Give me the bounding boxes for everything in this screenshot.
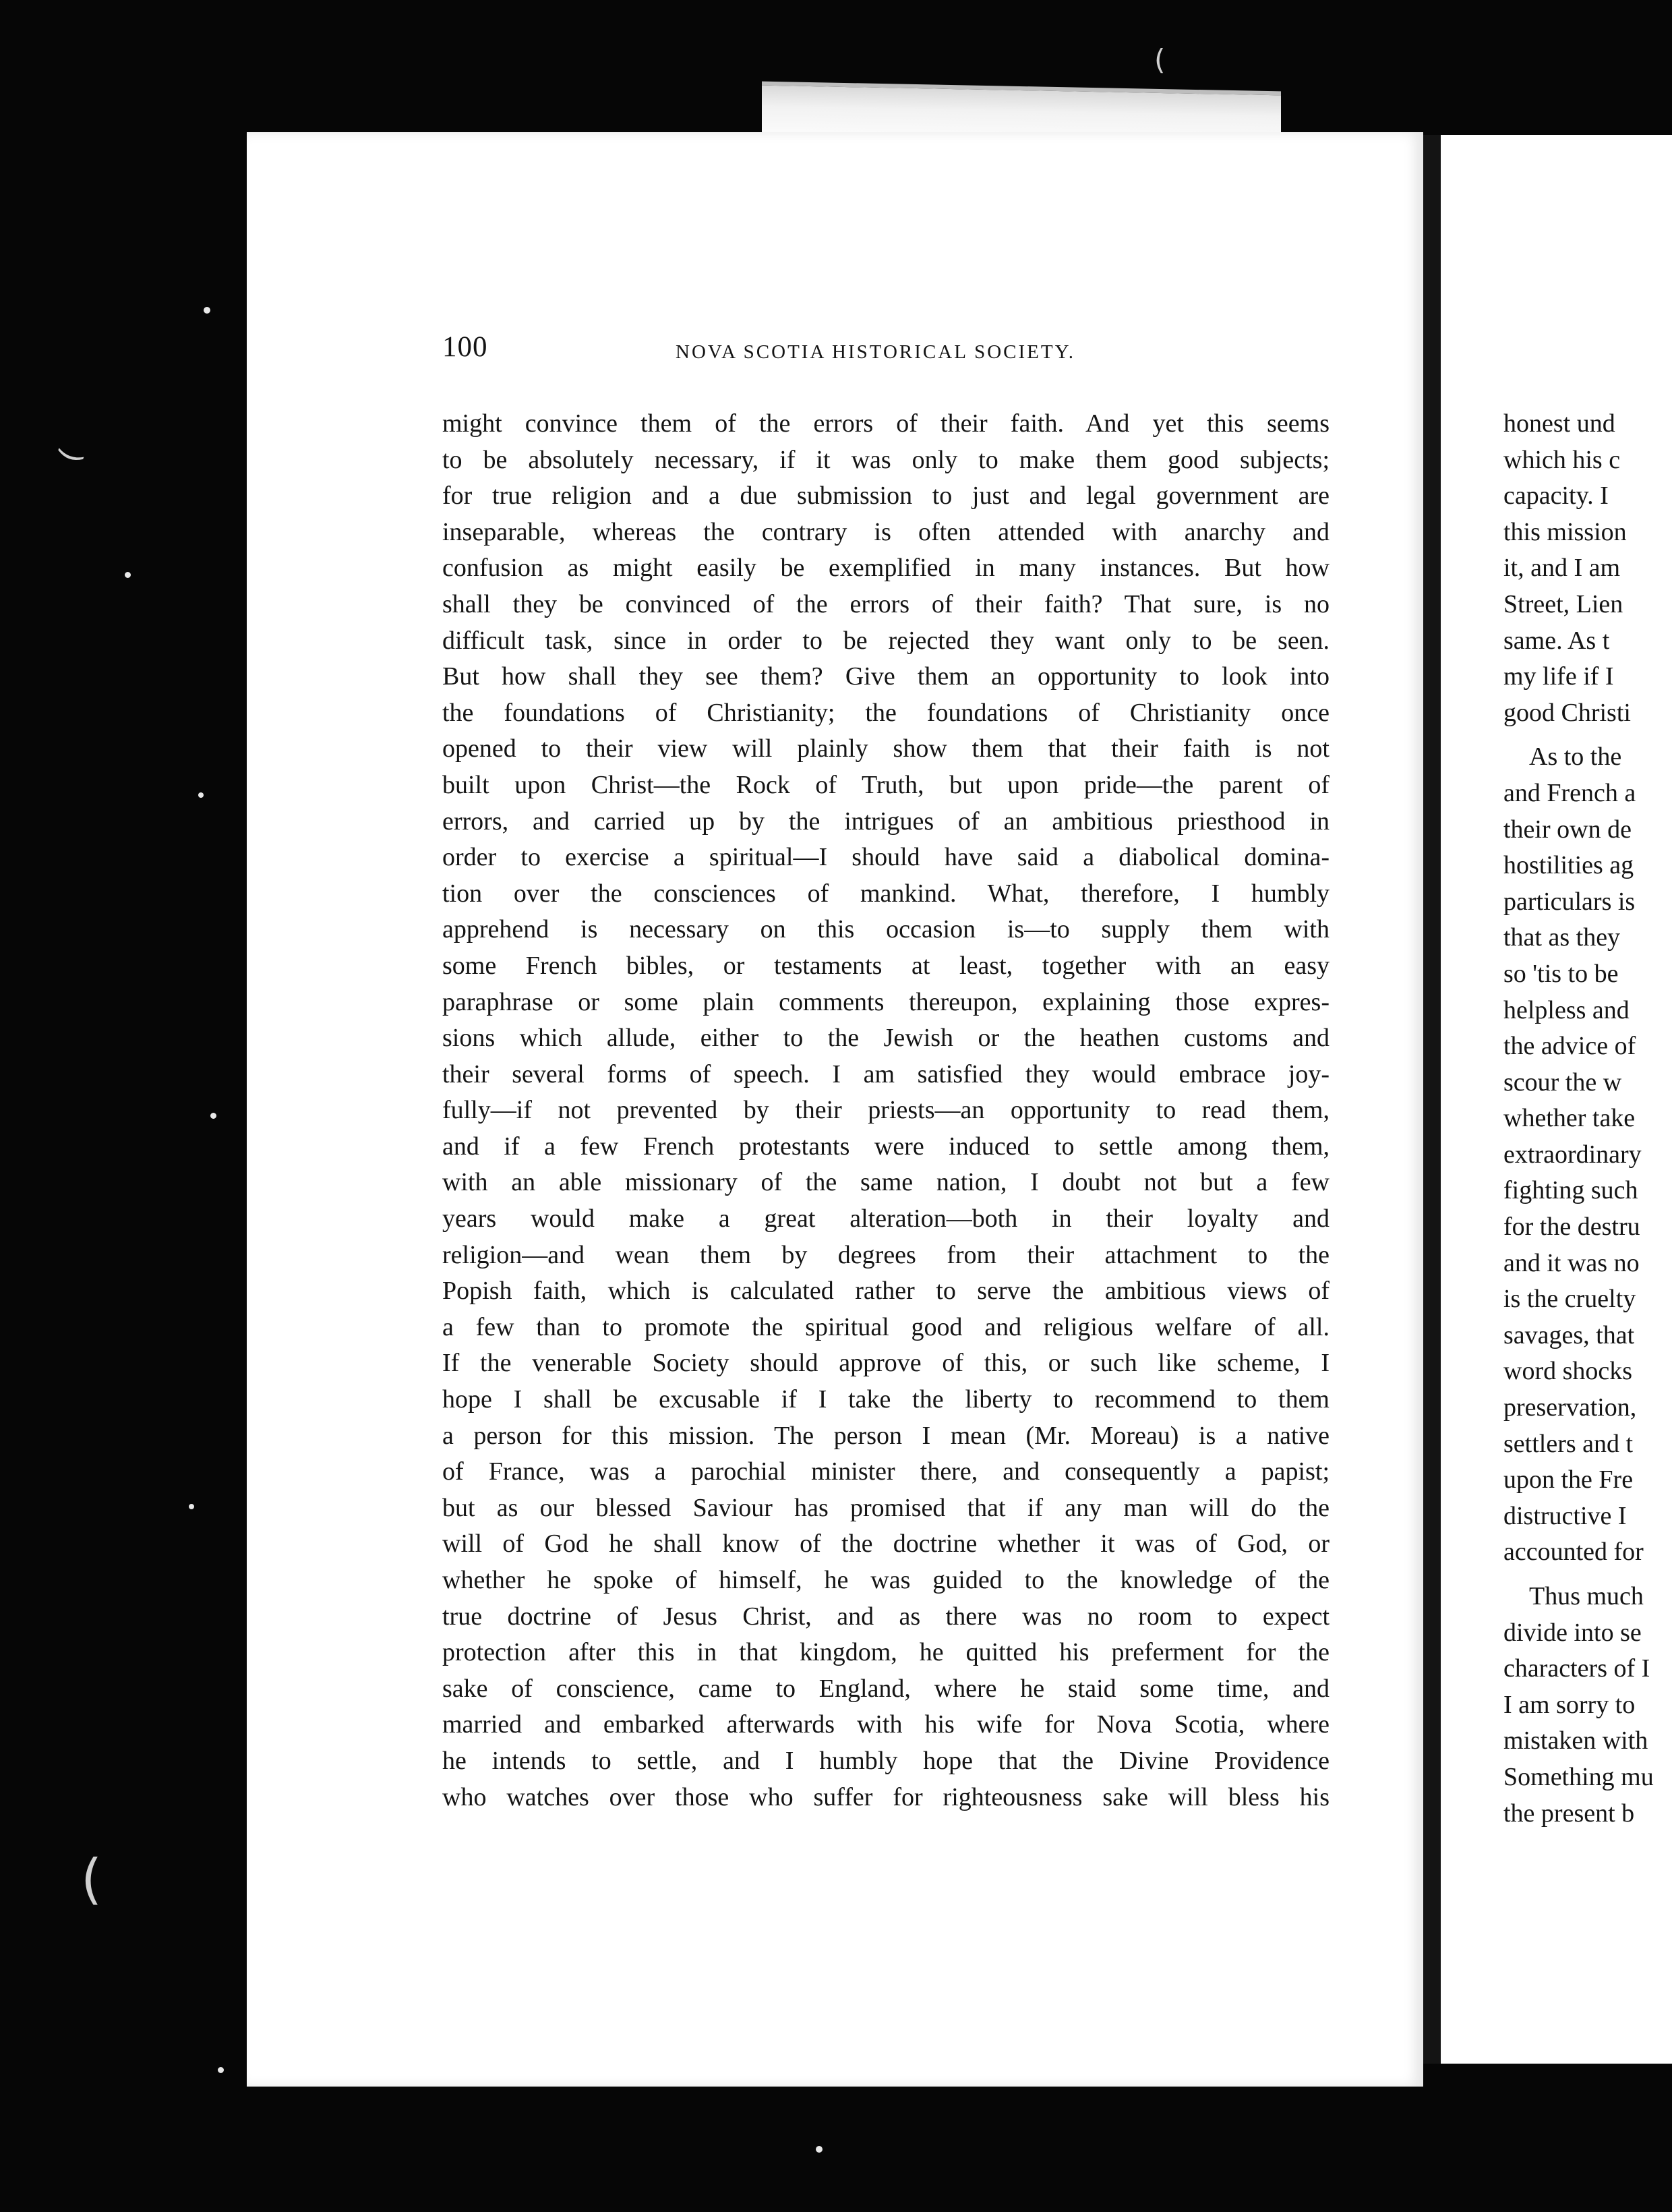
body-line: who watches over those who suffer for righteousness sake will bless his xyxy=(442,1782,1330,1811)
right-text-line: so 'tis to be xyxy=(1503,959,1619,988)
right-text-line: same. As t xyxy=(1503,626,1610,655)
body-line: sake of conscience, came to England, where he staid some time, and xyxy=(442,1674,1330,1703)
body-line: sions which allude, either to the Jewish or the heathen customs and xyxy=(442,1024,1330,1053)
film-scratch: ( xyxy=(1154,43,1166,76)
body-line: protection after this in that kingdom, he quitted his preferment for the xyxy=(442,1638,1330,1667)
body-line: If the venerable Society should approve of this, or such like scheme, I xyxy=(442,1349,1330,1378)
right-text-line: and French a xyxy=(1503,778,1636,807)
film-speck xyxy=(125,572,131,578)
right-text-line: Thus much xyxy=(1529,1582,1644,1610)
body-line: with an able missionary of the same nation, I doubt not but a few xyxy=(442,1168,1330,1197)
right-text-line: scour the w xyxy=(1503,1068,1622,1097)
right-text-line: which his c xyxy=(1503,445,1621,474)
running-head: NOVA SCOTIA HISTORICAL SOCIETY. xyxy=(676,341,1076,363)
right-text-line: accounted for xyxy=(1503,1538,1644,1567)
right-text-line: mistaken with xyxy=(1503,1726,1648,1755)
right-text-line: savages, that xyxy=(1503,1320,1635,1349)
body-line: married and embarked afterwards with his wife for Nova Scotia, where xyxy=(442,1710,1330,1739)
body-line: but as our blessed Saviour has promised that if any man will do the xyxy=(442,1493,1330,1522)
body-line: fully—if not prevented by their priests—an opportunity to read them, xyxy=(442,1096,1330,1125)
film-speck xyxy=(816,2146,823,2153)
right-text-line: my life if I xyxy=(1503,662,1614,691)
body-line: apprehend is necessary on this occasion is—to supply them with xyxy=(442,915,1330,944)
body-line: the foundations of Christianity; the foundations of Christianity once xyxy=(442,698,1330,727)
body-line: he intends to settle, and I humbly hope that the Divine Providence xyxy=(442,1746,1330,1775)
body-line: religion—and wean them by degrees from their attachment to the xyxy=(442,1240,1330,1269)
body-line: might convince them of the errors of their faith. And yet this seems xyxy=(442,409,1330,438)
right-text-line: settlers and t xyxy=(1503,1429,1634,1458)
body-line: opened to their view will plainly show them that their faith is not xyxy=(442,734,1330,763)
body-line: built upon Christ—the Rock of Truth, but upon pride—the parent of xyxy=(442,770,1330,799)
right-text-line: upon the Fre xyxy=(1503,1465,1634,1494)
body-line: whether he spoke of himself, he was guided to the knowledge of the xyxy=(442,1566,1330,1594)
right-text-line: honest und xyxy=(1503,409,1615,438)
right-text-line: good Christi xyxy=(1503,698,1631,727)
film-scratch: ( xyxy=(51,444,88,467)
film-speck xyxy=(204,307,210,314)
body-line: order to exercise a spiritual—I should have said a diabolical domina- xyxy=(442,843,1330,872)
body-line: shall they be convinced of the errors of their faith? That sure, is no xyxy=(442,589,1330,618)
right-text-line: that as they xyxy=(1503,923,1621,952)
right-text-line: is the cruelty xyxy=(1503,1285,1636,1314)
body-line: their several forms of speech. I am satisfied they would embrace joy- xyxy=(442,1059,1330,1088)
right-text-line: it, and I am xyxy=(1503,554,1621,583)
body-line: a few than to promote the spiritual good and religious welfare of all. xyxy=(442,1312,1330,1341)
page-header xyxy=(442,330,1330,371)
body-line: some French bibles, or testaments at least, together with an easy xyxy=(442,951,1330,980)
right-text-line: preservation, xyxy=(1503,1393,1637,1422)
right-text-line: for the destru xyxy=(1503,1213,1640,1242)
film-speck xyxy=(218,2067,224,2073)
right-page-text xyxy=(1503,406,1672,1832)
right-text-line: Street, Lien xyxy=(1503,589,1623,618)
body-line: difficult task, since in order to be rejected they want only to be seen. xyxy=(442,626,1330,655)
body-line: will of God he shall know of the doctrine whether it was of God, or xyxy=(442,1530,1330,1559)
body-line: paraphrase or some plain comments thereupon, explaining those expres- xyxy=(442,987,1330,1016)
body-line: years would make a great alteration—both in their loyalty and xyxy=(442,1204,1330,1233)
right-text-line: fighting such xyxy=(1503,1176,1638,1205)
body-line: But how shall they see them? Give them an opportunity to look into xyxy=(442,662,1330,691)
body-line: inseparable, whereas the contrary is often attended with anarchy and xyxy=(442,517,1330,546)
right-text-line: the present b xyxy=(1503,1799,1635,1828)
right-text-line: extraordinary xyxy=(1503,1140,1642,1169)
film-speck xyxy=(198,792,204,798)
body-line: Popish faith, which is calculated rather to serve the ambitious views of xyxy=(442,1277,1330,1306)
right-text-line: characters of I xyxy=(1503,1654,1650,1683)
body-line: confusion as might easily be exemplified in many instances. But how xyxy=(442,554,1330,583)
body-line: hope I shall be excusable if I take the liberty to recommend to them xyxy=(442,1385,1330,1414)
page-number: 100 xyxy=(442,331,488,363)
right-text-line: their own de xyxy=(1503,815,1632,844)
right-text-line: capacity. I xyxy=(1503,482,1609,511)
film-scratch: ( xyxy=(81,1848,102,1911)
body-line: of France, was a parochial minister there, and consequently a papist; xyxy=(442,1457,1330,1486)
body-line: tion over the consciences of mankind. What, therefore, I humbly xyxy=(442,879,1330,908)
right-text-line: this mission xyxy=(1503,517,1627,546)
body-line: a person for this mission. The person I mean (Mr. Moreau) is a native xyxy=(442,1421,1330,1450)
right-text-line: Something mu xyxy=(1503,1762,1654,1791)
body-text xyxy=(442,406,1330,1815)
right-text-line: I am sorry to xyxy=(1503,1690,1636,1719)
right-text-line: and it was no xyxy=(1503,1248,1640,1277)
body-line: and if a few French protestants were induced to settle among them, xyxy=(442,1132,1330,1161)
body-line: to be absolutely necessary, if it was only to make them good subjects; xyxy=(442,445,1330,474)
right-text-line: particulars is xyxy=(1503,887,1636,916)
film-speck xyxy=(210,1113,216,1119)
body-line: true doctrine of Jesus Christ, and as there was no room to expect xyxy=(442,1602,1330,1631)
right-text-line: whether take xyxy=(1503,1104,1636,1133)
body-line: for true religion and a due submission to just and legal government are xyxy=(442,482,1330,511)
right-text-line: helpless and xyxy=(1503,995,1630,1024)
right-text-line: word shocks xyxy=(1503,1357,1633,1386)
right-text-line: As to the xyxy=(1529,743,1622,772)
right-text-line: hostilities ag xyxy=(1503,851,1634,880)
page-gutter xyxy=(1423,135,1441,2064)
right-text-line: the advice of xyxy=(1503,1032,1636,1061)
film-speck xyxy=(189,1504,194,1509)
right-text-line: distructive I xyxy=(1503,1501,1627,1530)
right-page xyxy=(1441,135,1672,2064)
right-text-line: divide into se xyxy=(1503,1618,1642,1647)
body-line: errors, and carried up by the intrigues of an ambitious priesthood in xyxy=(442,807,1330,836)
